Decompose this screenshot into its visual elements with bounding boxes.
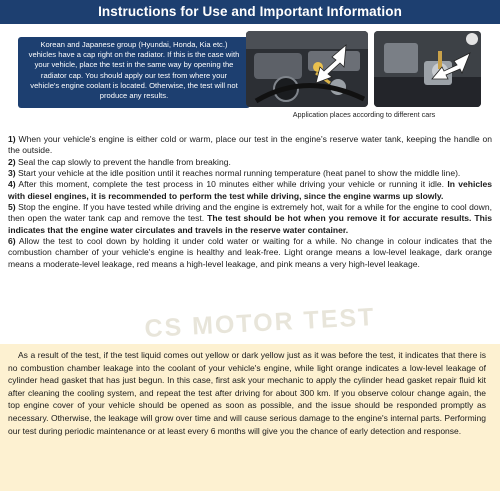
step-number: 5)	[8, 202, 16, 213]
step-3	[8, 168, 492, 179]
step-6	[8, 236, 492, 270]
step-number: 4)	[8, 179, 16, 190]
step-number: 2)	[8, 156, 16, 167]
arrow-icon	[374, 31, 481, 107]
step-4	[8, 179, 492, 202]
step-text: When your vehicle's engine is either cold or warm, place our test in the engine's reserve water tank, keeping the handle on the outside.	[8, 134, 492, 156]
page-title: Instructions for Use and Important Information	[0, 0, 500, 24]
step-text: Start your vehicle at the idle position until it reaches normal running temperature (heat panel to show the middle line).	[15, 168, 461, 179]
step-5	[8, 202, 492, 236]
step-number: 3)	[8, 168, 16, 179]
step-text: After this moment, complete the test process in 10 minutes either while driving your vehicle or running it idle.	[15, 179, 448, 190]
step-text: Allow the test to cool down by holding it under cold water or waiting for a while. No change in colour indicates that the combustion chamber of your vehicle's engine is healthy and leak-free. Light orange means a low-level leakage, dark orange means a moderate-level leakage, red means a high-level leakage, and pink means a very high-level leakage.	[8, 236, 492, 269]
watermark: CS MOTOR TEST	[143, 302, 377, 344]
arrow-icon	[246, 31, 368, 107]
step-text: Seal the cap slowly to prevent the handle from breaking.	[15, 156, 231, 167]
step-emphasis: The test should be hot when you remove it for accurate results. This indicates that the engine water circulates and travels in the reserve water container.	[8, 213, 493, 235]
notice-box: Korean and Japanese group (Hyundai, Honda, Kia etc.) vehicles have a cap right on the radiator. If this is the case with your vehicle, place the test in the same way by opening the radiator cap. You should apply our test from where your vehicle's engine coolant is located. Otherwise, the test will not produce any results.	[18, 37, 250, 108]
step-1	[8, 134, 492, 157]
instruction-steps	[8, 134, 492, 270]
step-emphasis: In vehicles with diesel engines, it is recommended to perform the test while driving, since the engine warms up slowly.	[8, 179, 492, 201]
page-footer-space	[0, 491, 500, 500]
photo-caption: Application places according to different cars	[292, 110, 436, 119]
step-text: Stop the engine. If you have tested while driving and the engine is extremely hot, wait for a while for the engine to cool down, then open the water tank cap and remove the test.	[8, 202, 492, 224]
step-number: 1)	[8, 134, 16, 144]
result-box	[0, 344, 500, 491]
result-text: As a result of the test, if the test liquid comes out yellow or dark yellow just as it was before the test, it indicates that there is no combustion chamber leakage into the coolant of your vehicle's engine, while light orange indicates a low-level leakage of cylinder head gasket that has just begun. In this case, first ask your mechanic to apply the cylinder head gasket repair fluid kit after cleaning the cooling system, and repeat the test after driving for about 300 km. If you observe colour change again, the top engine cover of your vehicle should be opened as soon as possible, and the issue should be responded promptly as necessary. Otherwise, the leakage will grow over time and will cause serious damage to the engine's internal parts. Performing our test during periodic maintenance or at least every 6 months will give you the chance of early detection and response.	[8, 350, 486, 436]
step-2	[8, 157, 492, 168]
step-number: 6)	[8, 236, 16, 247]
